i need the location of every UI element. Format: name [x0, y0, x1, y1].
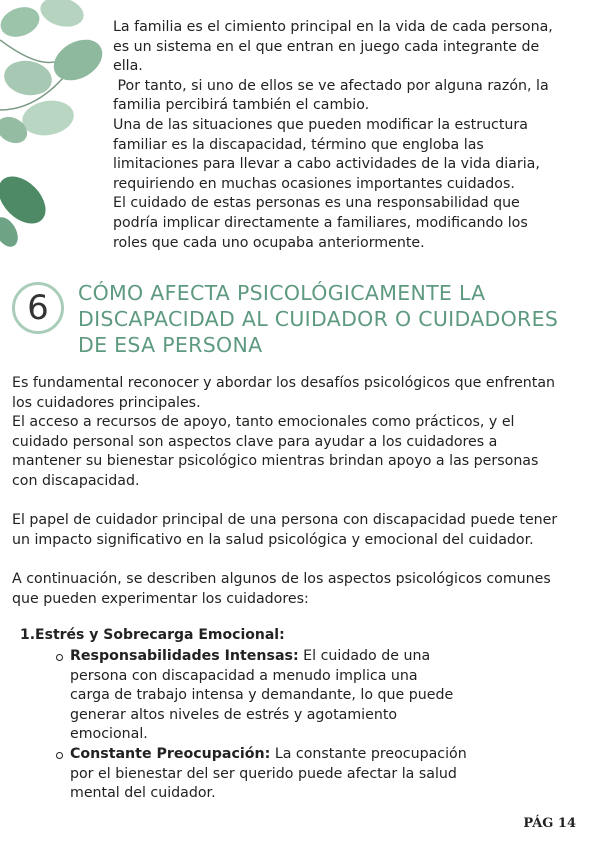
body-line: El acceso a recursos de apoyo, tanto emocionales como prácticos, y el [12, 414, 515, 431]
body-line: Es fundamental reconocer y abordar los desafíos psicológicos que enfrentan [12, 375, 556, 391]
list-item-label: Constante Preocupación: [70, 745, 271, 762]
body-line: que pueden experimentar los cuidadores: [12, 590, 309, 607]
intro-line: limitaciones para llevar a cabo actividades de la vida diaria, [113, 156, 540, 173]
list-item-text: mental del cuidador. [70, 785, 216, 802]
body-line: A continuación, se describen algunos de los aspectos psicológicos comunes [12, 570, 551, 587]
list-item [70, 745, 470, 804]
intro-line: familiar es la discapacidad, término que engloba las [113, 136, 484, 153]
intro-line: ella. [113, 58, 143, 75]
section-title-line: DISCAPACIDAD AL CUIDADOR O CUIDADORES [78, 307, 559, 331]
section-title-line: CÓMO AFECTA PSICOLÓGICAMENTE LA [78, 281, 486, 305]
list-item-text: emocional. [70, 726, 148, 743]
leaf-icon [19, 97, 76, 140]
list-item-text: carga de trabajo intensa y demandante, lo que puede [70, 687, 454, 704]
list-item-text: por el bienestar del ser querido puede afectar la salud [70, 765, 457, 782]
section-number-badge: 6 [12, 282, 64, 334]
intro-line: requiriendo en muchas ocasiones importantes cuidados. [113, 175, 515, 192]
intro-line: roles que cada uno ocupaba anteriormente. [113, 234, 425, 251]
list-item-text: La constante preocupación [270, 745, 467, 762]
page-number: PÁG 14 [523, 816, 576, 831]
list-heading [20, 626, 580, 646]
section-title-line: DE ESA PERSONA [78, 333, 263, 357]
eucalyptus-leaves-decoration [0, 0, 110, 250]
body-text [12, 374, 582, 609]
intro-line: Por tanto, si uno de ellos se ve afectado por alguna razón, la [113, 77, 549, 94]
intro-line: es un sistema en el que entran en juego cada integrante de [113, 38, 540, 55]
leaf-icon [46, 31, 109, 88]
intro-line: podría implicar directamente a familiares, modificando los [113, 214, 528, 231]
intro-line: familia percibirá también el cambio. [113, 97, 370, 114]
intro-line: Una de las situaciones que pueden modificar la estructura [113, 116, 528, 133]
list-item-text: El cuidado de una [298, 648, 431, 664]
bullet-icon [56, 752, 63, 759]
body-line: un impacto significativo en la salud psicológica y emocional del cuidador. [12, 531, 534, 548]
section-title [78, 280, 588, 358]
list-item-text: persona con discapacidad a menudo implica una [70, 667, 418, 684]
body-line: mantener su bienestar psicológico mientras brindan apoyo a las personas [12, 453, 539, 470]
list-item [70, 647, 470, 745]
intro-line: El cuidado de estas personas es una responsabilidad que [113, 195, 520, 212]
aspects-list [70, 647, 470, 804]
body-line: con discapacidad. [12, 472, 140, 489]
list-item-text: generar altos niveles de estrés y agotamiento [70, 706, 398, 723]
body-line: cuidado personal son aspectos clave para ayudar a los cuidadores a [12, 433, 498, 450]
list-item-label: Responsabilidades Intensas: [70, 648, 299, 664]
intro-line: La familia es el cimiento principal en la vida de cada persona, [113, 19, 553, 35]
list-heading-text: 1.Estrés y Sobrecarga Emocional: [20, 627, 285, 643]
bullet-icon [56, 654, 63, 661]
body-line: El papel de cuidador principal de una persona con discapacidad puede tener [12, 512, 558, 529]
leaf-icon [0, 2, 44, 42]
section-heading [12, 278, 592, 357]
intro-paragraph [113, 18, 573, 253]
leaf-icon [37, 0, 87, 31]
body-line: los cuidadores principales. [12, 394, 201, 411]
